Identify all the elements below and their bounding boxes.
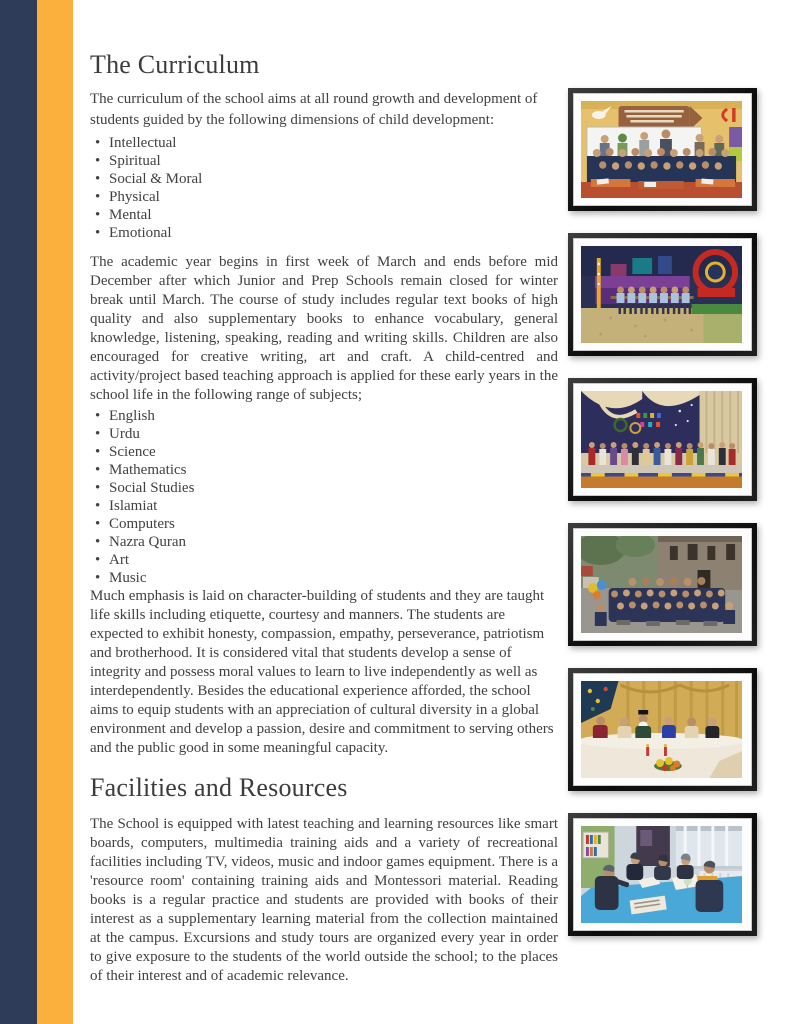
character-building-paragraph: Much emphasis is laid on character-building of students and they are taught life skills including etiquette, courtesy and manners. The students are expected to exhibit honesty, compassion, empathy, perseverance, patriotism and brotherhood. It is considered vital that students develop a sense of integrity and possess moral values to learn to live independently as well as interdependently. Besides the educational experience afforded, the school aims to equip students with an appreciation of cultural diversity in a global environment and develop a passion, desire and commitment to serving others and the public good in some meaningful capacity. — [90, 588, 554, 756]
photo-column — [568, 88, 757, 958]
list-item: • Physical — [90, 188, 558, 206]
photo-ceremony — [581, 681, 742, 778]
list-item: • Emotional — [90, 224, 558, 242]
child-development-dimensions-list — [90, 134, 558, 242]
list-item: • Mental — [90, 206, 558, 224]
list-item: • Nazra Quran — [90, 533, 558, 551]
photo-frame — [568, 88, 757, 211]
list-item: • English — [90, 407, 558, 425]
photo-frame — [568, 523, 757, 646]
photo-frame — [568, 233, 757, 356]
photo-reading-room — [581, 826, 742, 923]
list-item: • Mathematics — [90, 461, 558, 479]
photo-outdoor-group — [581, 536, 742, 633]
photo-frame — [568, 813, 757, 936]
photo-frame — [568, 378, 757, 501]
photo-mat — [573, 93, 752, 206]
photo-stage-performance — [581, 391, 742, 488]
list-item: • Islamiat — [90, 497, 558, 515]
photo-frame — [568, 668, 757, 791]
list-item: • Music — [90, 569, 558, 587]
list-item: • Spiritual — [90, 152, 558, 170]
subjects-list — [90, 407, 558, 587]
photo-mat — [573, 528, 752, 641]
photo-mat — [573, 238, 752, 351]
list-item: • Social & Moral — [90, 170, 558, 188]
photo-mat — [573, 673, 752, 786]
facilities-paragraph: The School is equipped with latest teaching and learning resources like smart boards, computers, multimedia training aids and a variety of recreational facilities including TV, videos, music and indoor games equipment. There is a 'resource room' containing training aids and Montessori material. Reading books is a regular practice and students are provided with books of their interest as a supplementary learning material from the collection maintained at the campus. Excursions and study tours are organized every year in order to give exposure to the students of the world outside the school; to the places of their interest and of academic relevance. — [90, 816, 558, 984]
list-item: • Computers — [90, 515, 558, 533]
photo-classroom-group — [581, 101, 742, 198]
list-item: • Intellectual — [90, 134, 558, 152]
list-item: • Urdu — [90, 425, 558, 443]
curriculum-intro-paragraph: The curriculum of the school aims at all round growth and development of students guided by the following dimensions of child development: — [90, 91, 538, 128]
academic-year-paragraph: The academic year begins in first week of March and ends before mid December after which Junior and Prep Schools remain closed for winter break until March. The course of study includes regular text books of high quality and also supplementary books to enhance vocabulary, general knowledge, listening, speaking, reading and writing skills. Children are also encouraged for creative writing, art and craft. A child-centred and activity/project based teaching approach is applied for these early years in the school life in the following range of subjects; — [90, 254, 558, 403]
photo-mat — [573, 383, 752, 496]
main-text-column — [90, 50, 558, 986]
photo-mat — [573, 818, 752, 931]
section-heading-curriculum: The Curriculum — [90, 50, 260, 79]
list-item: • Social Studies — [90, 479, 558, 497]
list-item: • Science — [90, 443, 558, 461]
left-stripe-yellow — [37, 0, 73, 1024]
section-heading-facilities: Facilities and Resources — [90, 773, 348, 802]
list-item: • Art — [90, 551, 558, 569]
photo-amusement-ride — [581, 246, 742, 343]
left-stripe-navy — [0, 0, 37, 1024]
